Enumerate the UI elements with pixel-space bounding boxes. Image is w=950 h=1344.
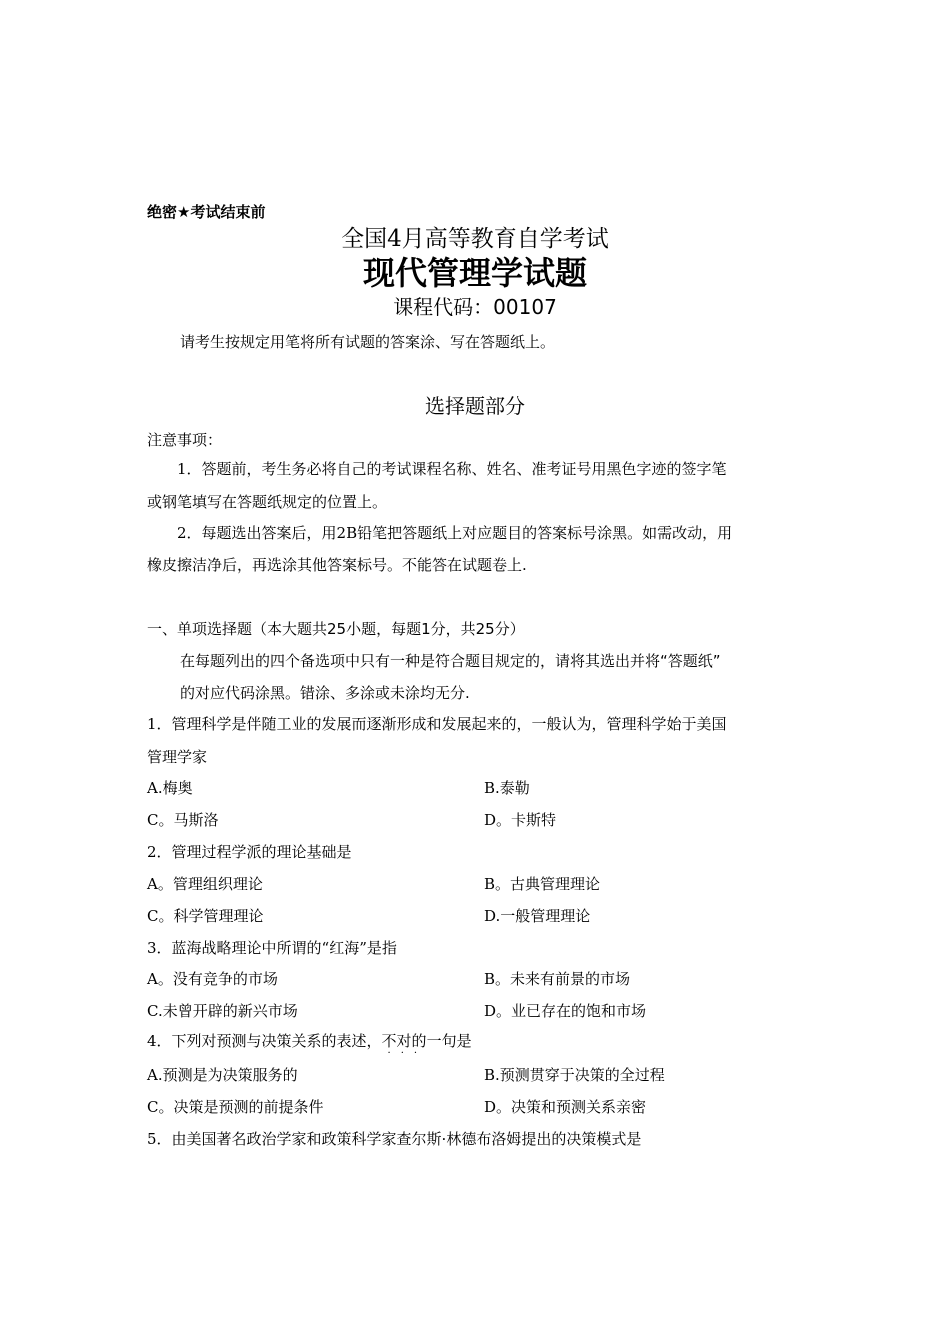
question-1-option-a: A.梅奥 <box>147 779 193 797</box>
notice-2-line-1: 2．每题选出答案后，用2B铅笔把答题纸上对应题目的答案标号涂黑。如需改动，用 <box>177 524 733 542</box>
question-2-option-d: D.一般管理理论 <box>484 907 591 925</box>
question-4-stem-post: 一句是 <box>426 1032 472 1050</box>
question-4-option-d: D。决策和预测关系亲密 <box>484 1098 647 1116</box>
question-5-stem: 5．由美国著名政治学家和政策科学家查尔斯·林德布洛姆提出的决策模式是 <box>147 1130 642 1148</box>
course-code: 课程代码：00107 <box>393 295 557 319</box>
question-4-option-b: B.预测贯穿于决策的全过程 <box>484 1066 665 1084</box>
question-1-stem-line-1: 1．管理科学是伴随工业的发展而逐渐形成和发展起来的，一般认为，管理科学始于美国 <box>147 715 727 733</box>
section-title: 选择题部分 <box>425 394 525 418</box>
notice-2-line-2: 橡皮擦洁净后，再选涂其他答案标号。不能答在试题卷上. <box>147 556 527 574</box>
question-4-emphasis <box>381 1030 428 1059</box>
question-1-option-d: D。卡斯特 <box>484 811 557 829</box>
question-1-option-b: B.泰勒 <box>484 779 530 797</box>
question-4-option-a: A.预测是为决策服务的 <box>147 1066 298 1084</box>
secret-label: 绝密★考试结束前 <box>147 203 266 221</box>
question-2-option-a: A。管理组织理论 <box>147 875 263 893</box>
exam-instruction: 请考生按规定用笔将所有试题的答案涂、写在答题纸上。 <box>180 333 556 351</box>
question-1-option-c: C。马斯洛 <box>147 811 219 829</box>
paper-title: 现代管理学试题 <box>362 254 587 292</box>
question-4-option-c: C。决策是预测的前提条件 <box>147 1098 324 1116</box>
question-1-stem-line-2: 管理学家 <box>147 748 208 766</box>
question-4-stem-emph: 不对的 <box>381 1032 427 1050</box>
question-2-option-b: B。古典管理理论 <box>484 875 601 893</box>
notice-title: 注意事项： <box>147 431 223 449</box>
notice-1-line-1: 1．答题前，考生务必将自己的考试课程名称、姓名、准考证号用黑色字迹的签字笔 <box>177 460 727 478</box>
question-3-option-a: A。没有竞争的市场 <box>147 970 278 988</box>
part-one-desc-line-2: 的对应代码涂黑。错涂、多涂或未涂均无分. <box>180 684 470 702</box>
question-2-stem: 2．管理过程学派的理论基础是 <box>147 843 352 861</box>
part-one-desc-line-1: 在每题列出的四个备选项中只有一种是符合题目规定的，请将其选出并将“答题纸” <box>180 652 721 670</box>
question-2-option-c: C。科学管理理论 <box>147 907 264 925</box>
question-3-option-d: D。业已存在的饱和市场 <box>484 1002 647 1020</box>
question-3-option-b: B。未来有前景的市场 <box>484 970 631 988</box>
part-one-heading: 一、单项选择题（本大题共25小题，每题1分，共25分） <box>147 620 525 638</box>
question-4-stem-pre: 4．下列对预测与决策关系的表述， <box>147 1032 382 1050</box>
question-3-option-c: C.未曾开辟的新兴市场 <box>147 1002 298 1020</box>
emphasis-dots: ··· <box>387 1048 428 1059</box>
question-3-stem: 3．蓝海战略理论中所谓的“红海”是指 <box>147 939 397 957</box>
exam-title: 全国4月高等教育自学考试 <box>341 226 609 252</box>
notice-1-line-2: 或钢笔填写在答题纸规定的位置上。 <box>147 493 388 511</box>
question-4-stem <box>147 1030 472 1059</box>
